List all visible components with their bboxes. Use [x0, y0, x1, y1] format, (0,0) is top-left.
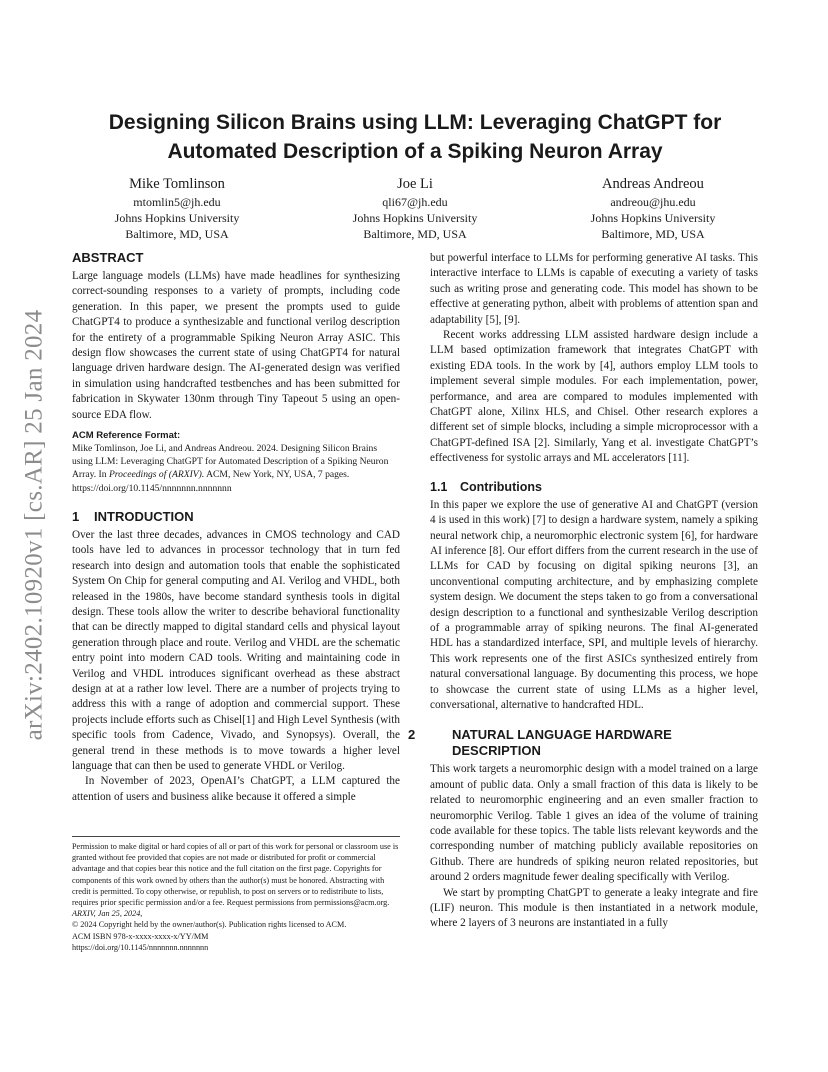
author-email: qli67@jh.edu: [382, 195, 448, 209]
author-affiliation: Johns Hopkins University: [114, 211, 240, 225]
arxiv-identifier-text: arXiv:2402.10920v1 [cs.AR] 25 Jan 2024: [20, 309, 48, 741]
intro-paragraph-1: Over the last three decades, advances in CMOS technology and CAD tools have led to advances in processor technology that in turn fed research into design and automation tools that enable the sophisticated System On Chip for general computing and AI. Verilog and VHDL, both released in the 1980s, have become standard synthesis tools in digital design. These tools allow the writer to describe behavioral functionality that can be directly mapped to digital standard cells and physical layout generation through place and route. Verilog and VHDL are the schematic entry point into modern CAD tools. Writing and maintaining code in Verilog and VHDL introduces significant overhead as these abstract design at at a rather low level. There are a number of projects trying to address this with a range of adoption and commercial support. These projects include efforts such as Chisel[1] and High Level Synthesis (with specific tools from Cadence, Vivado, and Synopsys). Overall, the general trend in these methods is to move towards a higher level language that can then be used to generate VHDL or Verilog.: [72, 528, 400, 772]
right-column: [408, 251, 758, 932]
section2-paragraph-2: We start by prompting ChatGPT to generate a leaky integrate and fire (LIF) neuron. This module is then instantiated in a network module, where 2 layers of 3 neurons are instantiated in a fully: [430, 886, 758, 930]
section-title: NATURAL LANGUAGE HARDWARE DESCRIPTION: [452, 727, 672, 759]
paper-title: Designing Silicon Brains using LLM: Leveraging ChatGPT for Automated Description of a Spiking Neuron Array: [108, 111, 722, 163]
arxiv-identifier: [18, 285, 50, 765]
footnote-doi: https://doi.org/10.1145/nnnnnnn.nnnnnnn: [72, 942, 209, 952]
intro-heading: [72, 509, 400, 525]
author-location: Baltimore, MD, USA: [363, 227, 467, 241]
subsection-number: 1.1: [430, 479, 448, 494]
author-1: [72, 175, 282, 242]
contributions-heading: [430, 479, 758, 495]
author-name: Joe Li: [397, 176, 433, 192]
section-number: 2: [408, 727, 416, 743]
acm-reference-body: Mike Tomlinson, Joe Li, and Andreas Andreou. 2024. Designing Silicon Brains using LLM: Leveraging ChatGPT for Automated Description of a Spiking Neuron Array. In: [72, 443, 389, 481]
footnote-venue: [72, 908, 400, 919]
section2-paragraph-1: This work targets a neuromorphic design with a model trained on a large amount of public data. Only a small fraction of this data is likely to be related to neuromorphic engineering and an even smaller fraction to neuromorphic Verilog. Table 1 gives an idea of the volume of training code available for these topics. The table lists relevant keywords and the corresponding number of matching publicly available repositories on Github. There are hundreds of spiking neuron related repositories, but around 2 orders magnitude fewer dealing specifically with Verilog.: [430, 763, 758, 884]
acm-reference-text: [72, 442, 400, 495]
author-email: mtomlin5@jh.edu: [133, 195, 221, 209]
subsection-title: Contributions: [460, 479, 542, 494]
acm-reference-venue: Proceedings of (ARXIV).: [108, 469, 205, 481]
copyright-footnote: [72, 836, 400, 953]
contributions-text: In this paper we explore the use of generative AI and ChatGPT (version 4 is used in this work) [7] to design a hardware system, namely a spiking neural network chip, a neuromorphic electronic system [6], for hardware AI inference [8]. Our effort differs from the current research in the use of LLMs for CAD by focusing on digital spiking neurons [3], an unconventional computing architecture, and by emphasizing complete system design. We document the steps taken to go from a conversational design description to a functional and synthesizable Verilog description of a programmable array of spiking neurons. The final AI-generated HDL has a standardized interface, SPI, and multiple levels of hierarchy. This work represents one of the first ASICs synthesized entirely from natural conversational language. By documenting this process, we hope to showcase the current state of using LLMs as a higher level, conversational, alternative to handcrafted HDL.: [430, 498, 758, 711]
intro-paragraph-3: Recent works addressing LLM assisted hardware design include a LLM based optimization framework that integrates ChatGPT with existing EDA tools. In the work by [4], authors employ LLM tools to implement several simple modules. For each implementation, power, performance, and area are compared to modules implemented with ChatGPT alone, Xilinx HLS, and Chisel. Other research explores a different set of simple blocks, including a simple microprocessor with a ChatGPT-defined ISA [2]. Similarly, Yang et al. investigate ChatGPT’s effectiveness for systolic arrays and ML accelerators [11].: [430, 329, 758, 465]
acm-reference-label: ACM Reference Format:: [72, 430, 181, 442]
footnote-copyright: © 2024 Copyright held by the owner/author(s). Publication rights licensed to ACM.: [72, 920, 347, 930]
intro-paragraph-2: In November of 2023, OpenAI’s ChatGPT, a LLM captured the attention of users and business alike because it offered a simple: [72, 775, 400, 803]
author-2: [310, 175, 520, 242]
section-title: INTRODUCTION: [94, 508, 194, 524]
author-affiliation: Johns Hopkins University: [590, 211, 716, 225]
left-column: [72, 250, 400, 805]
footnote-isbn: ACM ISBN 978-x-xxxx-xxxx-x/YY/MM: [72, 931, 209, 941]
author-3: [548, 175, 758, 242]
abstract-heading: ABSTRACT: [72, 250, 144, 265]
acm-reference-tail: ACM, New York, NY, USA, 7 pages. https://doi.org/10.1145/nnnnnnn.nnnnnnn: [72, 469, 350, 494]
author-name: Andreas Andreou: [602, 176, 704, 192]
section2-heading: [408, 727, 758, 759]
section-number: 1: [72, 508, 80, 524]
abstract-text: Large language models (LLMs) have made headlines for synthesizing correct-sounding responses to a variety of prompts, including code generation. In this paper, we present the prompts used to guide ChatGPT4 to produce a synthesizable and functional verilog description for the entirety of a programmable Spiking Neuron Array ASIC. This design flow showcases the current state of using ChatGPT4 for natural language driven hardware design. The AI-generated design was verified in simulation using handcrafted testbenches and has been submitted for fabrication in Skywater 130nm through Tiny Tapeout 5 using an open-source EDA flow.: [72, 270, 400, 421]
author-block: [72, 175, 758, 242]
author-location: Baltimore, MD, USA: [125, 227, 229, 241]
author-name: Mike Tomlinson: [129, 176, 225, 192]
intro-paragraph-2-continued: but powerful interface to LLMs for performing generative AI tasks. This interactive interface to LLMs is capable of executing a variety of tasks such as writing prose and generating code. This model has shown to be effective at generating python, albeit with problems of attention span and adaptability [5], [9].: [430, 252, 758, 326]
footnote-venue-text: ARXIV, Jan 25, 2024,: [72, 909, 143, 919]
author-email: andreou@jhu.edu: [610, 195, 696, 209]
permission-notice: Permission to make digital or hard copies of all or part of this work for personal or classroom use is granted without fee provided that copies are not made or distributed for profit or commercial advantage and that copies bear this notice and the full citation on the first page. Copyrights for components of this work owned by others than the author(s) must be honored. Abstracting with credit is permitted. To copy otherwise, or republish, to post on servers or to redistribute to lists, requires prior specific permission and/or a fee. Request permissions from permissions@acm.org.: [72, 842, 399, 908]
author-affiliation: Johns Hopkins University: [352, 211, 478, 225]
author-location: Baltimore, MD, USA: [601, 227, 705, 241]
